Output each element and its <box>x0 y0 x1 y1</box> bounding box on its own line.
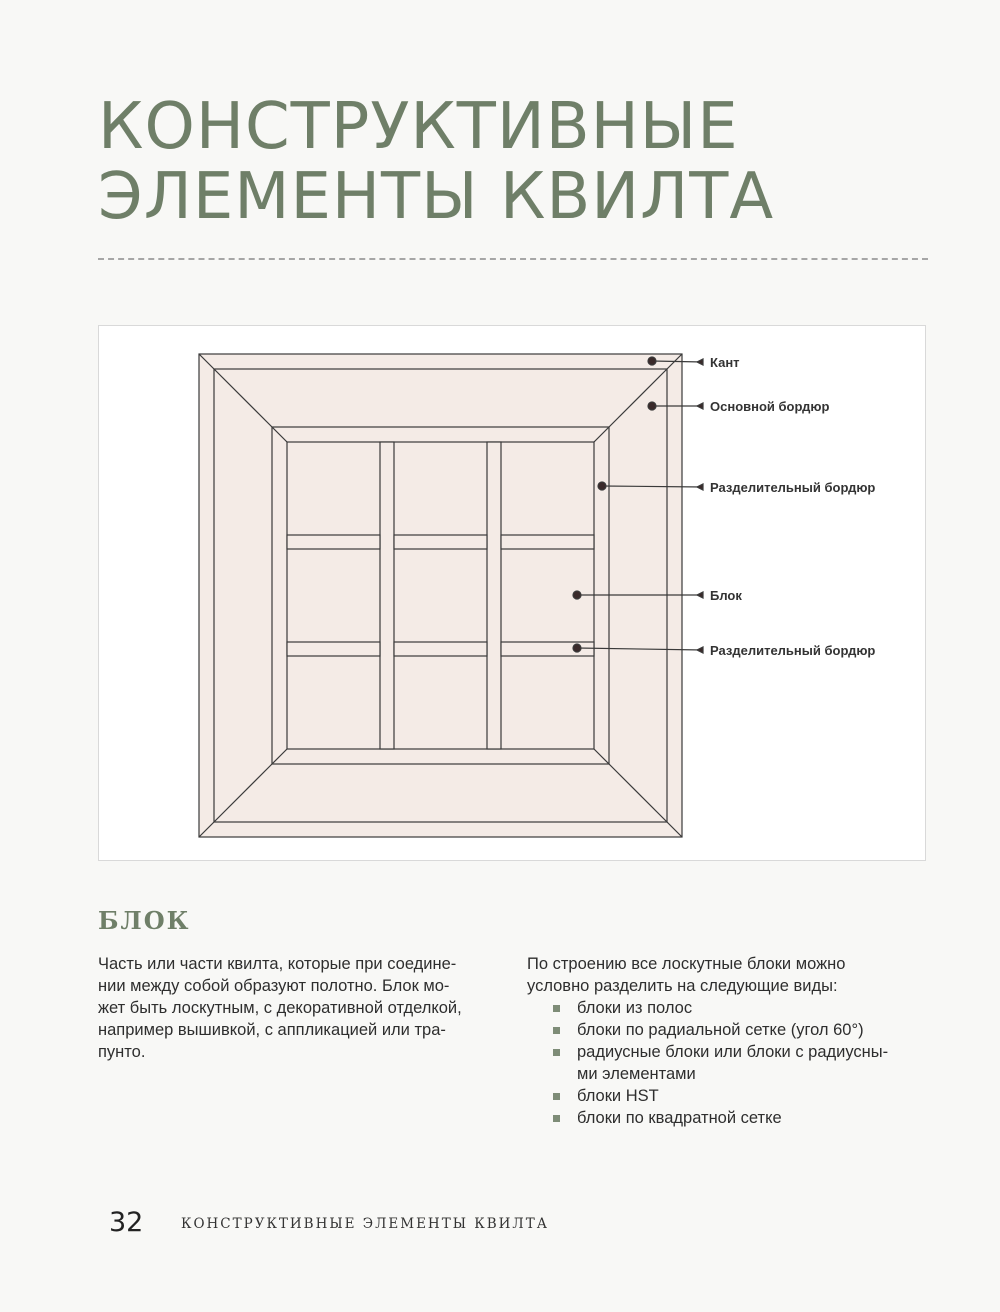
types-intro-line: По строению все лоскутные блоки можно <box>527 955 846 973</box>
callout-arrow-sashing <box>697 647 703 653</box>
sashing-vertical-2 <box>487 442 501 749</box>
label-main-border: Основной бордюр <box>710 399 830 414</box>
page-title-line-1: КОНСТРУКТИВНЫЕ <box>98 90 739 164</box>
square-bullet-icon <box>553 1049 560 1056</box>
callout-arrow-sashing-border <box>697 484 703 490</box>
callout-arrow-binding <box>697 359 703 365</box>
list-item <box>527 1085 927 1107</box>
section-heading: БЛОК <box>98 906 191 935</box>
definition-line: нии между собой образуют полотно. Блок мо- <box>98 977 450 995</box>
list-item-text: блоки из полос <box>577 999 693 1017</box>
callout-arrow-block <box>697 592 703 598</box>
quilt-diagram-svg <box>99 326 925 860</box>
running-head: КОНСТРУКТИВНЫЕ ЭЛЕМЕНТЫ КВИЛТА <box>181 1216 549 1232</box>
label-block: Блок <box>710 588 742 603</box>
definition-line: например вышивкой, с аппликацией или тра- <box>98 1021 446 1039</box>
list-item-text: радиусные блоки или блоки с радиусны- <box>577 1043 889 1061</box>
label-binding: Кант <box>710 355 740 370</box>
definition-line: жет быть лоскутным, с декоративной отделкой, <box>98 999 462 1017</box>
page-title-line-2: ЭЛЕМЕНТЫ КВИЛТА <box>98 160 775 234</box>
sashing-horizontal <box>287 535 380 549</box>
list-item <box>527 1107 927 1129</box>
list-item-text: ми элементами <box>577 1065 696 1083</box>
sashing-horizontal <box>287 642 380 656</box>
dashed-divider <box>98 258 928 260</box>
block-definition <box>98 953 498 1063</box>
block-types <box>527 953 927 1129</box>
inner-field <box>287 442 594 749</box>
square-bullet-icon <box>553 1093 560 1100</box>
list-item-text: блоки по радиальной сетке (угол 60°) <box>577 1021 864 1039</box>
callout-dot-binding <box>648 357 656 365</box>
page-title <box>98 92 774 232</box>
sashing-horizontal <box>394 642 487 656</box>
label-sashing: Разделительный бордюр <box>710 643 876 658</box>
sashing-vertical-1 <box>380 442 394 749</box>
square-bullet-icon <box>553 1115 560 1122</box>
callout-dot-block <box>573 591 581 599</box>
page-number: 32 <box>109 1207 144 1238</box>
list-item <box>527 1019 927 1041</box>
sashing-horizontal <box>394 535 487 549</box>
square-bullet-icon <box>553 1027 560 1034</box>
types-intro <box>527 953 927 997</box>
callout-arrow-main-border <box>697 403 703 409</box>
list-item <box>527 1041 927 1085</box>
quilt-diagram <box>98 325 926 861</box>
callout-dot-main-border <box>648 402 656 410</box>
label-sashing-border: Разделительный бордюр <box>710 480 876 495</box>
definition-line: пунто. <box>98 1043 146 1061</box>
definition-line: Часть или части квилта, которые при соедине- <box>98 955 457 973</box>
callout-dot-sashing <box>573 644 581 652</box>
list-item <box>527 997 927 1019</box>
list-item-text: блоки HST <box>577 1087 659 1105</box>
square-bullet-icon <box>553 1005 560 1012</box>
list-item-text: блоки по квадратной сетке <box>577 1109 782 1127</box>
definition-paragraph <box>98 953 498 1063</box>
callout-dot-sashing-border <box>598 482 606 490</box>
sashing-horizontal <box>501 535 594 549</box>
types-intro-line: условно разделить на следующие виды: <box>527 977 838 995</box>
types-list <box>527 997 927 1129</box>
